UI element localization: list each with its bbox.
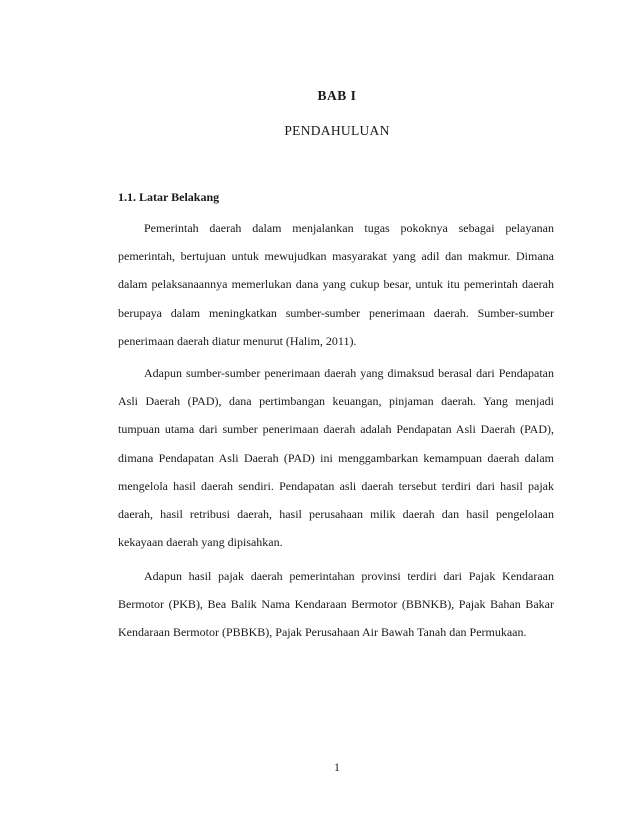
page-number: 1: [334, 760, 340, 774]
paragraph: Pemerintah daerah dalam menjalankan tugas pokoknya sebagai pelayanan pemerintah, bertujuan untuk mewujudkan masyarakat yang adil dan makmur. Dimana dalam pelaksanaannya memerlukan dana yang cukup besar, untuk itu pemerintah daerah berupaya dalam meningkatkan sumber-sumber penerimaan daerah. Sumber-sumber penerimaan daerah diatur menurut (Halim, 2011).: [118, 221, 554, 348]
paragraph-block: [118, 562, 554, 647]
paragraph: Adapun sumber-sumber penerimaan daerah yang dimaksud berasal dari Pendapatan Asli Daerah (PAD), dana pertimbangan keuangan, pinjaman daerah. Yang menjadi tumpuan utama dari sumber penerimaan daerah adalah Pendapatan Asli Daerah (PAD), dimana Pendapatan Asli Daerah (PAD) ini menggambarkan kemampuan daerah dalam mengelola hasil daerah sendiri. Pendapatan asli daerah tersebut terdiri dari hasil pajak daerah, hasil retribusi daerah, hasil perusahaan milik daerah dan hasil pengelolaan kekayaan daerah yang dipisahkan.: [118, 366, 554, 550]
paragraph-block: [118, 214, 554, 355]
paragraph: Adapun hasil pajak daerah pemerintahan provinsi terdiri dari Pajak Kendaraan Bermotor (PKB), Bea Balik Nama Kendaraan Bermotor (BBNKB), Pajak Bahan Bakar Kendaraan Bermotor (PBBKB), Pajak Perusahaan Air Bawah Tanah dan Permukaan.: [118, 569, 554, 640]
chapter-number: BAB I: [317, 88, 357, 103]
section-heading: 1.1. Latar Belakang: [118, 190, 220, 204]
paragraph-block: [118, 359, 554, 556]
chapter-title: PENDAHULUAN: [284, 123, 390, 138]
